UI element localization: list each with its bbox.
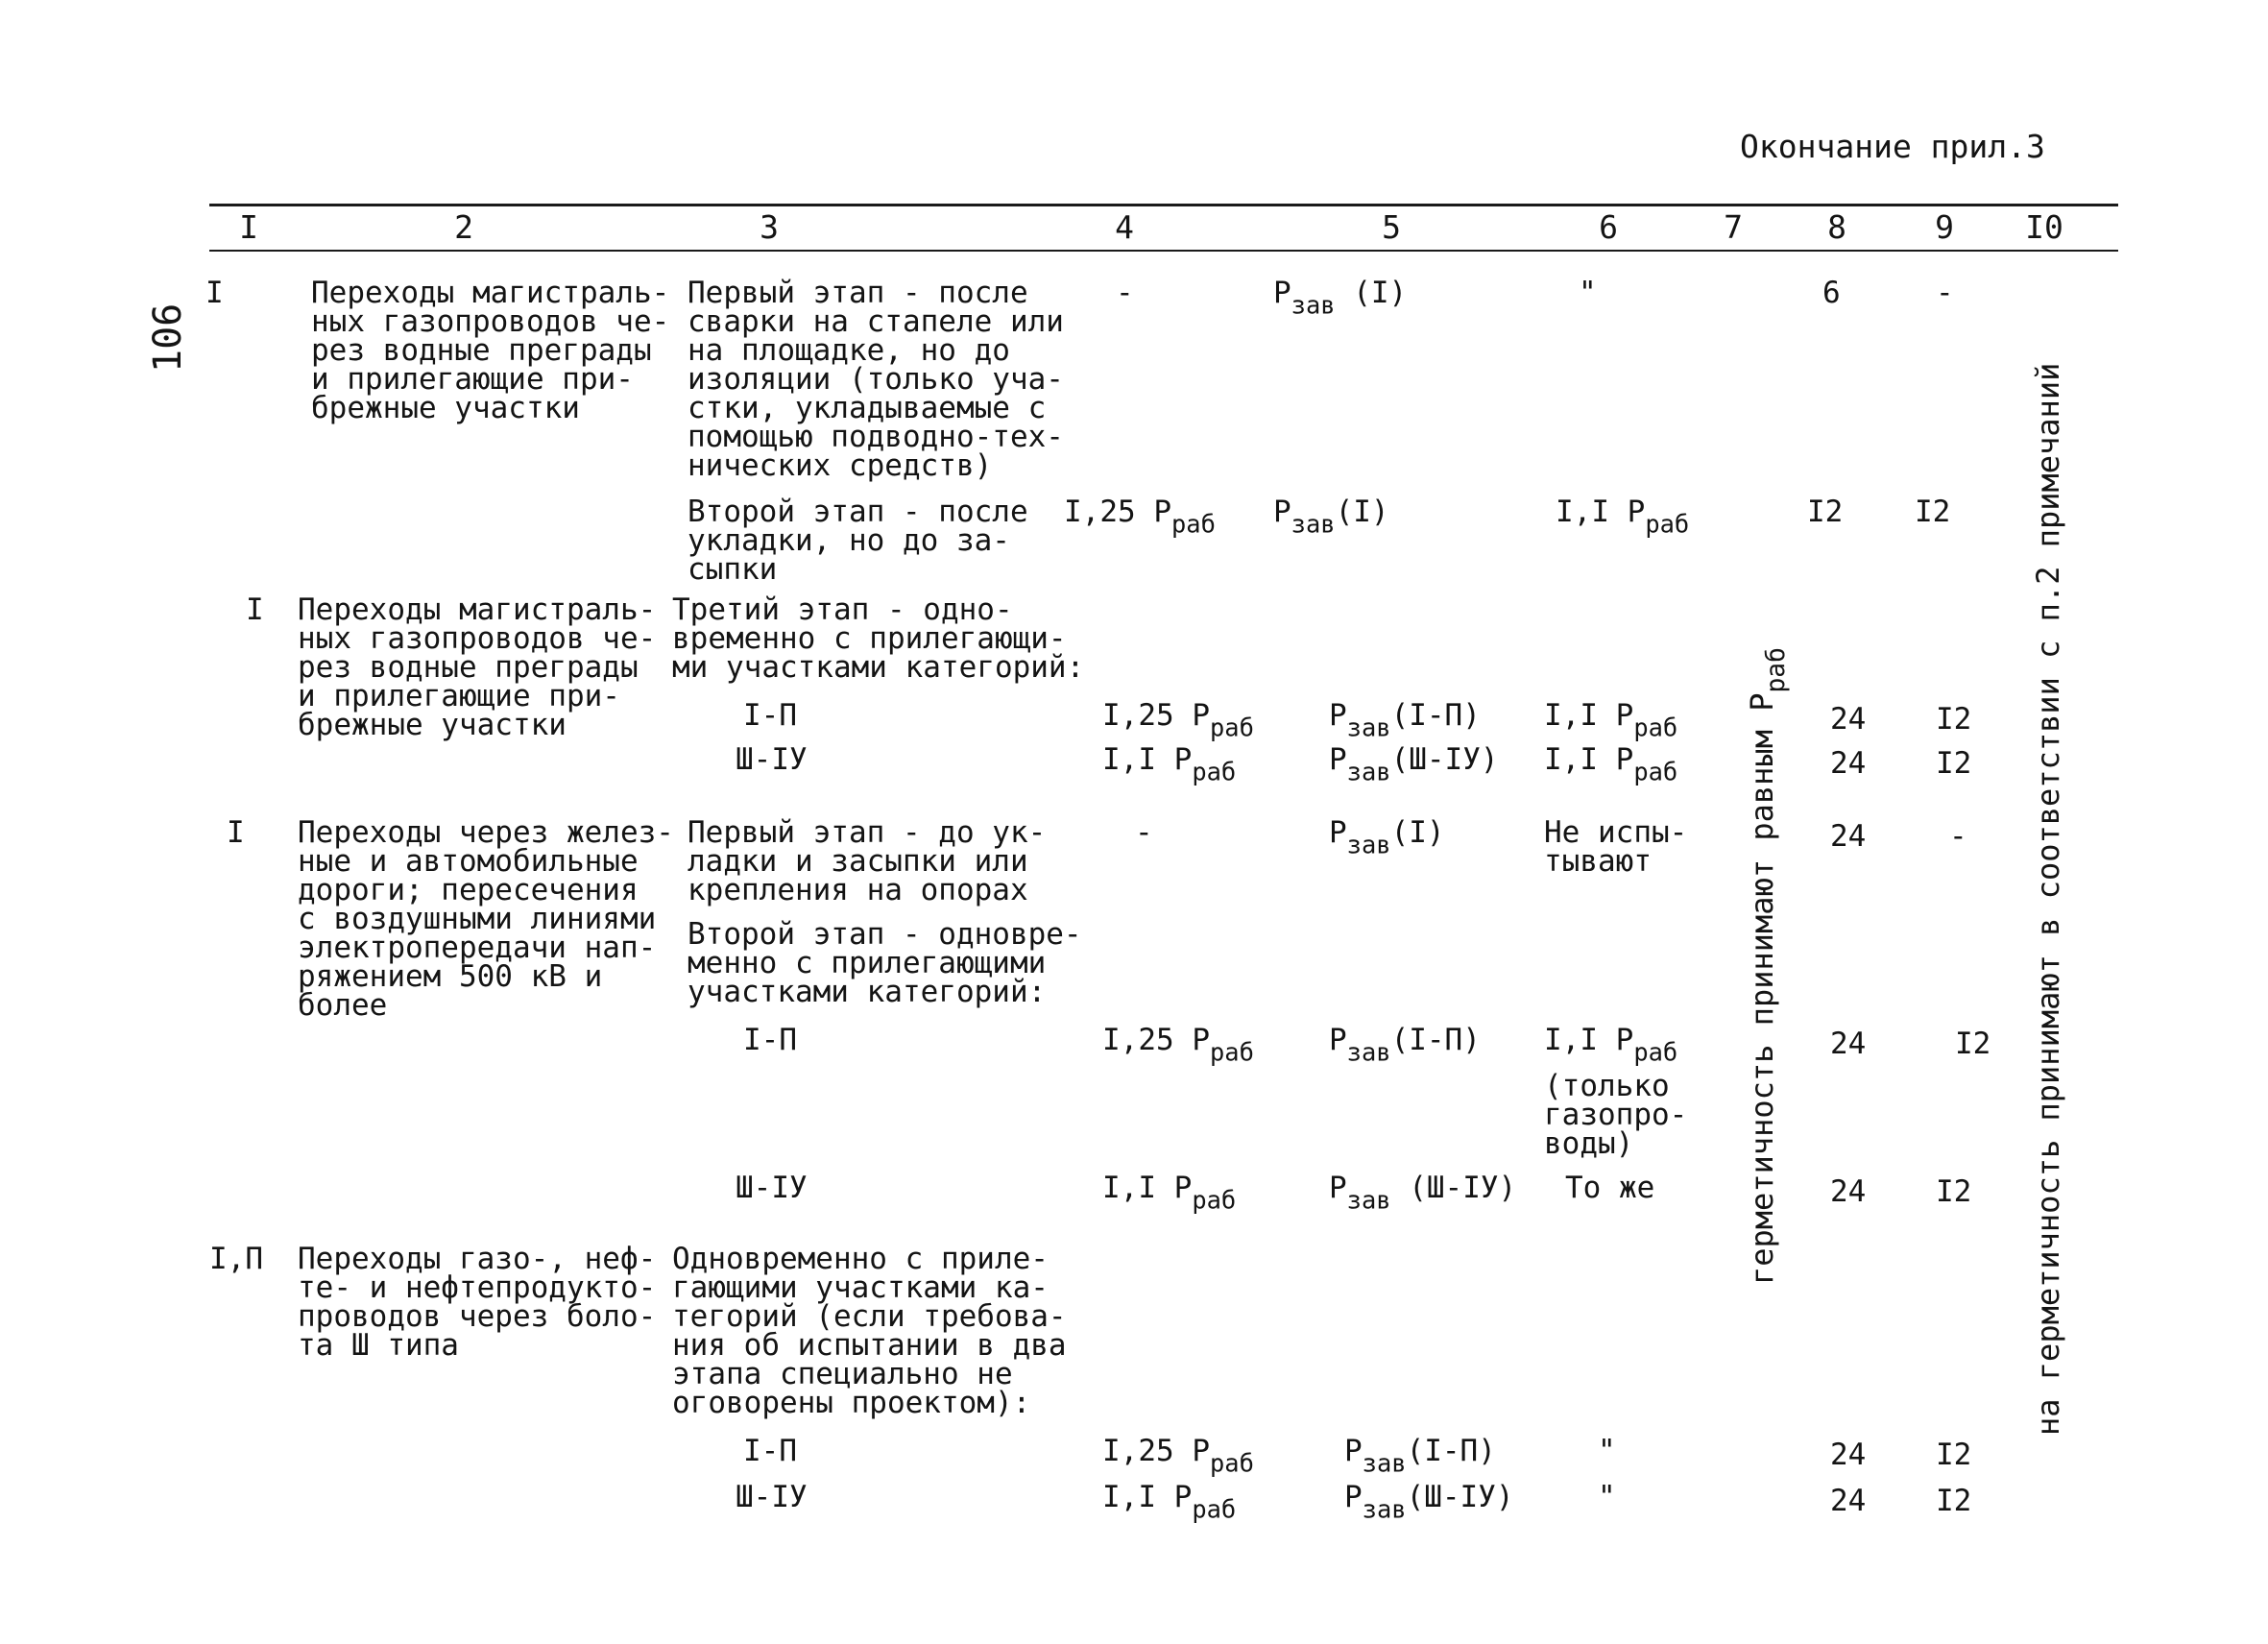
row2-cat2-col6: I,I $P_{раб}$: [1544, 742, 1678, 786]
row4-cat2-col4: I,I $P_{раб}$: [1102, 1480, 1237, 1524]
col-header-7: 7: [1724, 208, 1743, 246]
row4-cat1-label: I-П: [743, 1434, 797, 1468]
row3-cat2-col4: I,I $P_{раб}$: [1102, 1171, 1237, 1215]
row1-stage1-col4: -: [1116, 276, 1134, 310]
col-header-9: 9: [1935, 208, 1954, 246]
row1-object: Переходы магистраль- ных газопроводов че- рез водные преграды и прилегающие при- брежные участки: [311, 276, 670, 425]
row4-cat1-col9: I2: [1936, 1438, 1972, 1472]
row4-category: I,П: [209, 1242, 263, 1276]
row2-stage-intro: Третий этап - одно- временно с прилегающи- ми участками категорий:: [672, 592, 1085, 685]
row3-stage1-col5: $P_{зав}(I)$: [1329, 815, 1445, 859]
row3-stage1-col4: -: [1135, 815, 1153, 850]
row1-stage1-col9: -: [1936, 276, 1954, 310]
col-header-3: 3: [760, 208, 779, 246]
row4-cat1-col6: ": [1598, 1434, 1616, 1468]
row3-cat2-col9: I2: [1936, 1174, 1972, 1209]
row3-stage1-col9: -: [1949, 819, 1967, 854]
row2-cat1-col5: $P_{зав}(I-П)$: [1329, 698, 1481, 742]
row1-stage1-col6: ": [1579, 276, 1597, 310]
row3-object: Переходы через желез- ные и автомобильные дороги; пересечения с воздушными линиями электропередачи нап- ряжением 500 кВ и более: [298, 815, 674, 1023]
col-header-6: 6: [1599, 208, 1618, 246]
header-bottom-rule: [209, 250, 2118, 252]
row4-cat2-col9: I2: [1936, 1484, 1972, 1518]
header-top-rule: [209, 204, 2118, 206]
row4-cat2-col6: ": [1598, 1480, 1616, 1514]
row2-cat2-label: Ш-IУ: [736, 742, 808, 777]
row4-cat1-col4: I,25 $P_{раб}$: [1102, 1434, 1254, 1478]
row3-cat1-col9: I2: [1955, 1027, 1991, 1061]
row2-cat1-col6: I,I $P_{раб}$: [1544, 698, 1678, 742]
row2-cat1-col8: 24: [1830, 702, 1867, 737]
row1-stage1-col8: 6: [1822, 276, 1841, 310]
row3-cat1-col5: $P_{зав}(I-П)$: [1329, 1023, 1481, 1067]
row4-object: Переходы газо-, неф- те- и нефтепродукто- проводов через боло- та Ш типа: [298, 1242, 657, 1363]
row1-stage1-desc: Первый этап - после сварки на стапеле или на площадке, но до изоляции (только уча- стки, укладываемые с помощью подводно-тех- нических средств): [688, 276, 1064, 483]
col-header-4: 4: [1115, 208, 1134, 246]
row2-cat2-col4: I,I $P_{раб}$: [1102, 742, 1237, 786]
row2-category: I: [246, 592, 264, 627]
row3-cat2-col8: 24: [1830, 1174, 1867, 1209]
col-header-1: I: [239, 208, 258, 246]
row4-cat2-col8: 24: [1830, 1484, 1867, 1518]
row2-cat2-col9: I2: [1936, 746, 1972, 781]
row3-cat2-col6: То же: [1565, 1171, 1655, 1205]
row1-stage1-col5: $P_{зав}$ (I): [1273, 276, 1408, 320]
row3-cat1-col6-note: (только газопро- воды): [1544, 1069, 1688, 1161]
running-title: Окончание прил.3: [1740, 128, 2045, 165]
row4-cat1-col5: $P_{зав}(I-П)$: [1344, 1434, 1496, 1478]
col-header-5: 5: [1382, 208, 1401, 246]
row3-stage1-desc: Первый этап - до ук- ладки и засыпки или крепления на опорах: [688, 815, 1047, 907]
row4-cat1-col8: 24: [1830, 1438, 1867, 1472]
col-header-2: 2: [454, 208, 473, 246]
row2-cat2-col5: $P_{зав}(Ш-IУ)$: [1329, 742, 1499, 786]
row3-category: I: [227, 815, 245, 850]
row4-stage-intro: Одновременно с приле- гающими участками ка- тегорий (если требова- ния об испытании в два этапа специально не оговорены проектом):: [672, 1242, 1067, 1420]
row1-stage2-desc: Второй этап - после укладки, но до за- сыпки: [688, 495, 1028, 587]
row1-category: I: [205, 276, 224, 310]
row3-cat2-col5: $P_{зав}$ (Ш-IУ): [1329, 1171, 1517, 1215]
row2-object: Переходы магистраль- ных газопроводов че- рез водные преграды и прилегающие при- брежные участки: [298, 592, 657, 742]
row3-stage1-col8: 24: [1830, 819, 1867, 854]
row3-stage1-col6: Не испы- тывают: [1544, 815, 1688, 879]
row3-cat1-label: I-П: [743, 1023, 797, 1057]
row1-stage2-col5: $P_{зав}(I)$: [1273, 495, 1389, 539]
row4-cat2-label: Ш-IУ: [736, 1480, 808, 1514]
row2-cat1-col4: I,25 $P_{раб}$: [1102, 698, 1254, 742]
row1-stage2-col8: I2: [1807, 495, 1844, 529]
page-number: 106: [146, 302, 190, 373]
row3-cat1-col8: 24: [1830, 1027, 1867, 1061]
row1-stage2-col4: I,25 $P_{раб}$: [1064, 495, 1216, 539]
row2-cat1-col9: I2: [1936, 702, 1972, 737]
row3-cat1-col4: I,25 $P_{раб}$: [1102, 1023, 1254, 1067]
row3-stage2-intro: Второй этап - одновре- менно с прилегающими участками категорий:: [688, 917, 1082, 1009]
col10-merged-note: на герметичность принимают в соответствии с п.2 примечаний: [2030, 362, 2066, 1436]
row4-cat2-col5: $P_{зав}(Ш-IУ)$: [1344, 1480, 1514, 1524]
row3-cat1-col6: I,I $P_{раб}$: [1544, 1023, 1678, 1067]
col-header-10: I0: [2025, 208, 2063, 246]
row1-stage2-col6: I,I $P_{раб}$: [1556, 495, 1690, 539]
col-header-8: 8: [1827, 208, 1846, 246]
row1-stage2-col9: I2: [1915, 495, 1951, 529]
row3-cat2-label: Ш-IУ: [736, 1171, 808, 1205]
col7-merged-note: герметичность принимают равным $P_{раб}$: [1744, 647, 1791, 1285]
row2-cat2-col8: 24: [1830, 746, 1867, 781]
row2-cat1-label: I-П: [743, 698, 797, 733]
